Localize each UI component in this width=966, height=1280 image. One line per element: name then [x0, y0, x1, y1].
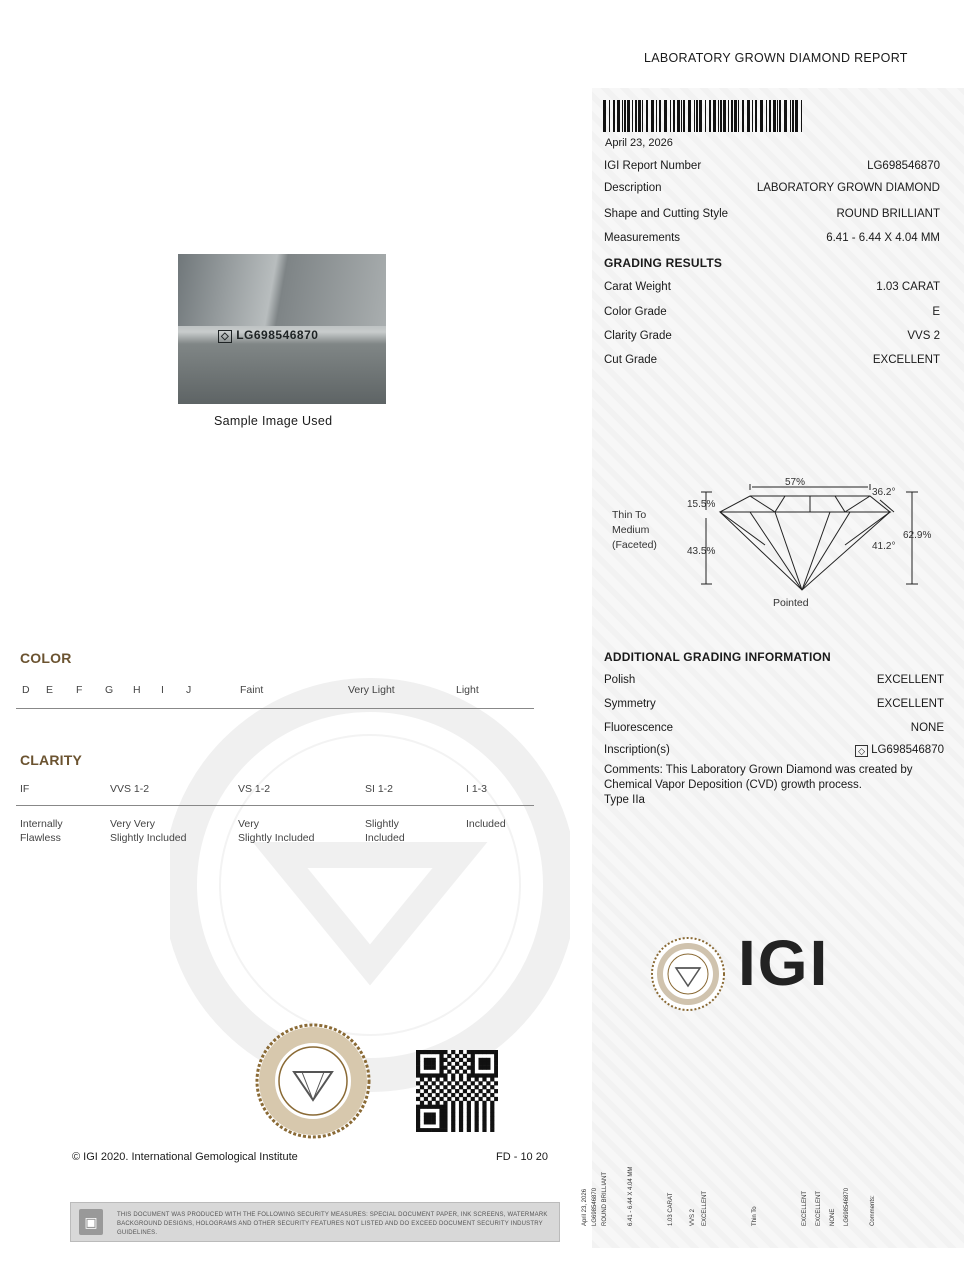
comments-label: Comments:: [604, 764, 663, 776]
field-value: 6.41 - 6.44 X 4.04 MM: [826, 232, 940, 244]
clarity-desc-si: Slightly Included: [365, 818, 405, 844]
clarity-desc-vs: Very Slightly Included: [238, 818, 315, 844]
mini-inscription: LG698546870: [844, 1187, 850, 1226]
field-label: Description: [604, 182, 662, 194]
mini-shape: ROUND BRILLIANT: [602, 1171, 608, 1226]
additional-grading-heading: ADDITIONAL GRADING INFORMATION: [604, 650, 831, 664]
field-value: EXCELLENT: [876, 674, 944, 686]
form-code: FD - 10 20: [496, 1151, 548, 1163]
culet-label: Pointed: [773, 597, 809, 609]
type-text: Type IIa: [604, 794, 645, 806]
security-note: THIS DOCUMENT WAS PRODUCED WITH THE FOLLOWING SECURITY MEASURES: SPECIAL DOCUMENT PAPER, INK SCREENS, WATERMARK BACKGROUND DESIGNS, HOLOGRAMS AND OTHER SECURITY FEATURES NOT LISTED AND DO EXCEED DOCUMENT SECURITY INDUSTRY GUIDELINES.: [117, 1212, 548, 1236]
color-range-very-light: Very Light: [348, 684, 395, 696]
clarity-desc-vvs: Very Very Slightly Included: [110, 818, 187, 844]
clarity-scale-line: [16, 805, 534, 806]
field-label: Inscription(s): [604, 744, 670, 756]
clarity-grade-vs: VS 1-2: [238, 783, 271, 795]
clarity-desc-i: Included: [466, 818, 506, 830]
mini-clarity: VVS 2: [690, 1208, 696, 1226]
field-label: Symmetry: [604, 698, 656, 710]
clarity-grade-if: IF: [20, 783, 30, 795]
pavilion-angle: 41.2°: [872, 541, 896, 552]
clarity-grade-si: SI 1-2: [365, 783, 394, 795]
mini-comments-label: Comments:: [870, 1195, 876, 1226]
mini-date: April 23, 2026: [582, 1188, 588, 1226]
color-grade-g: G: [105, 684, 114, 696]
field-label: Clarity Grade: [604, 330, 672, 342]
field-value: VVS 2: [907, 330, 940, 342]
color-grade-f: F: [76, 684, 83, 696]
color-grade-h: H: [133, 684, 141, 696]
field-value: LG698546870: [871, 744, 944, 756]
clarity-desc-if: Internally Flawless: [20, 818, 63, 844]
field-label: Polish: [604, 674, 636, 686]
field-value: EXCELLENT: [872, 354, 940, 366]
field-label: Color Grade: [604, 306, 667, 318]
color-grade-e: E: [46, 684, 54, 696]
color-range-faint: Faint: [240, 684, 264, 696]
measurements-row: [604, 232, 940, 248]
igi-gold-seal-icon: [254, 1022, 372, 1140]
field-value: 1.03 CARAT: [876, 281, 940, 293]
mini-girdle: Thin To: [752, 1206, 758, 1226]
color-grade-i: I: [161, 684, 164, 696]
sample-image: [178, 254, 386, 404]
color-grade-j: J: [186, 684, 192, 696]
field-label: Measurements: [604, 232, 681, 244]
barcode: [603, 100, 807, 132]
report-title: LABORATORY GROWN DIAMOND REPORT: [644, 51, 908, 65]
security-note-box: [70, 1202, 560, 1242]
field-value: NONE: [910, 722, 944, 734]
mini-measurements: 6.41 - 6.44 X 4.04 MM: [628, 1166, 634, 1226]
color-grade-d: D: [22, 684, 30, 696]
description-row: [604, 182, 940, 198]
sample-caption: Sample Image Used: [214, 414, 333, 428]
comments-text: This Laboratory Grown Diamond was created by Chemical Vapor Deposition (CVD) growth process.: [604, 764, 913, 791]
inscription-row: [604, 744, 944, 760]
polish-row: [604, 674, 944, 690]
mini-carat: 1.03 CARAT: [668, 1192, 674, 1226]
clarity-scale-title: CLARITY: [20, 752, 83, 768]
document-lock-icon: ▣: [79, 1209, 103, 1235]
fluorescence-row: [604, 722, 944, 738]
symmetry-row: [604, 698, 944, 714]
field-label: Shape and Cutting Style: [604, 208, 729, 220]
report-date: April 23, 2026: [605, 137, 673, 149]
igi-logo-text: IGI: [738, 927, 830, 999]
copyright: © IGI 2020. International Gemological Institute: [72, 1151, 298, 1163]
mini-cut: EXCELLENT: [702, 1190, 708, 1226]
qr-code[interactable]: [416, 1050, 498, 1132]
igi-mini-logo-icon: ◇: [218, 330, 232, 343]
igi-mini-logo-icon: ◇: [855, 745, 868, 757]
color-scale-title: COLOR: [20, 650, 72, 666]
field-label: Carat Weight: [604, 281, 671, 293]
crown-height: 15.5%: [687, 499, 716, 510]
mini-summary: [580, 1050, 960, 1245]
field-label: IGI Report Number: [604, 160, 702, 172]
table-percent: 57%: [785, 477, 806, 488]
girdle-label: [612, 508, 657, 553]
mini-fluorescence: NONE: [830, 1208, 836, 1226]
color-range-light: Light: [456, 684, 479, 696]
girdle-line-1: Thin To: [612, 509, 647, 521]
comments-block: [604, 763, 942, 808]
color-grade-row: [604, 306, 940, 322]
field-value: EXCELLENT: [876, 698, 944, 710]
grading-results-heading: GRADING RESULTS: [604, 256, 723, 270]
clarity-grade-row: [604, 330, 940, 346]
mini-report-number: LG698546870: [592, 1187, 598, 1226]
field-value: LABORATORY GROWN DIAMOND: [756, 182, 940, 194]
pavilion-depth: 43.5%: [687, 546, 716, 557]
sample-inscription: [218, 328, 318, 342]
field-value: E: [932, 306, 940, 318]
field-value: LG698546870: [867, 160, 940, 172]
inscription-text: LG698546870: [236, 328, 319, 342]
crown-angle: 36.2°: [872, 487, 896, 498]
igi-seal-icon: [650, 936, 726, 1012]
report-number-row: [604, 160, 940, 176]
color-scale-line: [16, 708, 534, 709]
cut-grade-row: [604, 354, 940, 370]
mini-symmetry: EXCELLENT: [816, 1190, 822, 1226]
girdle-line-2: Medium: [612, 524, 650, 536]
mini-polish: EXCELLENT: [802, 1190, 808, 1226]
clarity-grade-vvs: VVS 1-2: [110, 783, 150, 795]
total-depth: 62.9%: [903, 530, 932, 541]
carat-row: [604, 281, 940, 297]
field-label: Fluorescence: [604, 722, 674, 734]
shape-row: [604, 208, 940, 224]
field-label: Cut Grade: [604, 354, 658, 366]
girdle-line-3: (Faceted): [612, 539, 657, 551]
field-value: ROUND BRILLIANT: [836, 208, 940, 220]
clarity-grade-i: I 1-3: [466, 783, 488, 795]
